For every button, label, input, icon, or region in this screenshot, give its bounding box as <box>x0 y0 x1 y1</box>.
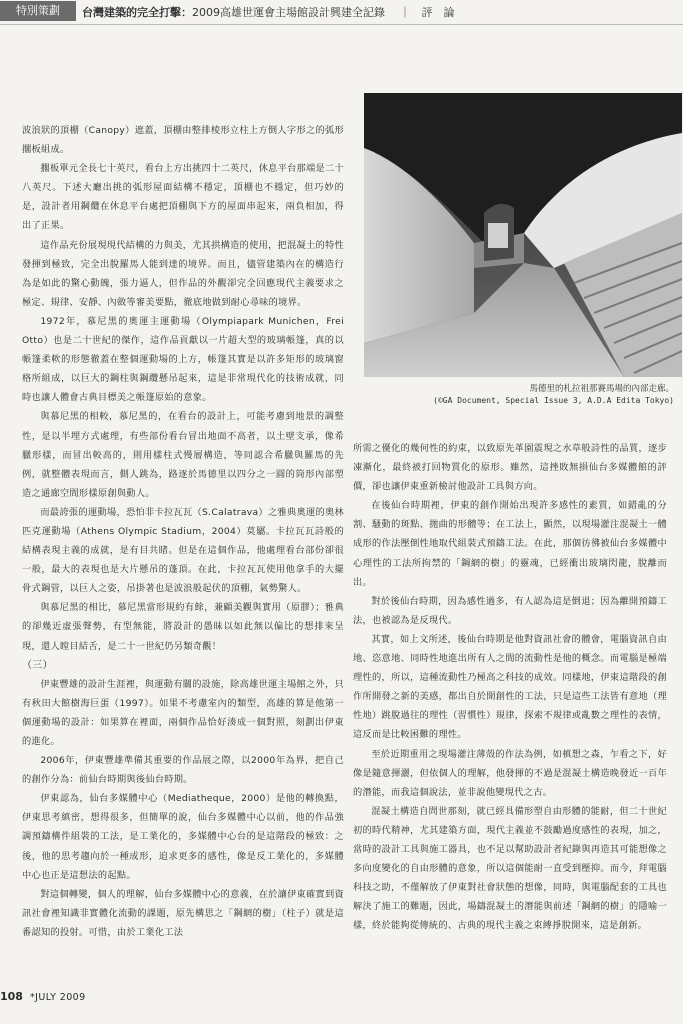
right-paragraph: 在後仙台時期裡，伊東的創作開始出現許多感性的素質，如錯亂的分割、騷動的斑點、拋曲的形體等；在工法上，顯然，以現場灌注混凝土一體成形的作法壓倒性地取代組裝式預鑄工法。在此，那個彷彿被仙台多媒體中心理性的工法所拘禁的「鋼網的樹」的靈魂，已經衝出玻璃閃龍，脫離而出。 <box>353 500 667 588</box>
section-label: 評 論 <box>421 6 455 19</box>
left-paragraph: 擱板單元全長七十英尺，看台上方出挑四十二英尺，休息平台那端是二十八英尺。下述大廳出挑的弧形屋面結構不穩定，頂棚也不穩定，但巧妙的是，設計者用鋼纜在休息平台處把頂棚與下方的屋面串起來，兩負相加，得出了正果。 <box>22 163 344 232</box>
left-paragraph: 2006年，伊東豐雄準備其重要的作品展之際，以2000年為界，把自己的創作分為：前仙台時期與後仙台時期。 <box>22 755 344 786</box>
right-paragraph: 所需之優化的幾何性的約束，以致原先革園震現之水草般詩性的品質，逐步凍漸化，最終被打回物質化的原形。雖然，這挫敗無損仙台多媒體館的評價，卻也讓伊東重新檢討他設計工具與方向。 <box>353 443 667 493</box>
left-paragraph: 對這個轉變，個人的理解，仙台多媒體中心的意義，在於讓伊東確實到資訊社會裡知識非實體化流動的課題，原先構思之「鋼網的樹」（柱子）就是這番認知的投射。可惜，由於工業化工法 <box>22 888 344 938</box>
issue-date: *JULY 2009 <box>30 992 86 1003</box>
left-paragraph: 伊東豐雄的設計生涯裡，與運動有關的設施，除高雄世運主場館之外，只有秋田大館樹海巨蛋（1997）。如果不考慮室內的類型，高雄的算是他第一個運動場的設計：如果算在裡面，兩個作品恰好湊成一個對照，刻劃出伊東的進化。 <box>22 678 344 747</box>
corridor-photo <box>364 93 682 377</box>
corridor-photo-art <box>364 93 682 377</box>
left-paragraph: 這作品充份展現現代結構的力與美，尤其拱構造的使用，把混凝土的特性發揮到極致，完全出脫羅馬人能到達的境界。而且，儘管建築內在的構造行為是如此的驚心動魄，張力逼人，但作品的外觀卻完全回應現代主義要求之極定、規律、安靜、內斂等審美要點，徹底地做到耐心尋味的境界。 <box>22 239 344 308</box>
right-paragraph: 對於後仙台時期，因為感性過多，有人認為這是倒退；因為離開預鑄工法，也被認為是反現代。 <box>353 595 667 626</box>
left-paragraph: 波浪狀的頂棚（Canopy）遮蓋，頂棚由整排棱形立柱上方倒人字形之的弧形擱板組成。 <box>22 125 344 156</box>
page-header <box>0 0 683 22</box>
caption-text: 馬德里的札拉祖那賽馬場的內部走廊。 <box>529 384 674 394</box>
header-rule <box>0 24 683 25</box>
left-paragraph: 而最誇張的運動場，恐怕非卡拉瓦瓦（S.Calatrava）之雅典奧運的奧林匹克運動場（Athens Olympic Stadium，2004）莫屬。卡拉瓦瓦詩般的結構表現主義的成就，是有目共睹。但是在這個作品，他處理看台部份卻很一般，最大的表現也是大片懸吊的蓬頂。在此，卡拉瓦瓦使用他拿手的大擺骨式鋼管，以巨人之姿，吊掛著也是波浪般起伏的頂棚，氣勢驚人。 <box>22 506 344 595</box>
left-column <box>22 121 344 942</box>
right-paragraph: 至於近期重用之現場灌注薄殼的作法為例，如槙想之森，乍看之下，好像是隨意揮灑，但依個人的理解，他發揮的不過是混凝土構造晚發近一百年的潛能，而我這個說法，並非說他變現代之古。 <box>353 748 667 798</box>
left-paragraph: 與慕尼黑的相較，慕尼黑的，在看台的設計上，可能考慮到地景的調整性，是以半埋方式處理，有些部份看台冒出地面不高者，以土壁支承，像希臘形樣，而冒出較高的，則用樣柱式慢層構造，等同認合希臘與羅馬的先例，就整體表現而言，側人跳為，路逐於馬德里以四分之一圓的筒形內部塑造之通廊空間形樣原創與動人。 <box>22 411 344 499</box>
left-paragraph: 與慕尼黑的相比，慕尼黑當形規約有餘，兼顧美觀與實用（原膠）；雅典的卻幾近虛張聲勢，有型無能，將設計的愚昧以如此無以偏比的想排來呈現，還人瞠目結舌，是二十一世紀仍另類奇觀！ <box>22 602 344 652</box>
left-paragraph: 1972年，慕尼黑的奧運主運動場（Olympiapark Munichen，Frei Otto）也是二十世紀的傑作，這作品貢獻以一片超大型的玻璃帳篷，真的以帳篷柔軟的形態徹蓋在整個運動場的上方，帳篷其實是以許多矩形的玻璃窗格所組成，以巨大的鋼柱與鋼纜懸吊起來，這是非常現代化的技術成就，同時也讓人體會古典目標美之帳篷原始的意象。 <box>22 315 344 404</box>
right-paragraph: 混凝土構造自問世那刻，就已經具備形塑自由形體的能耐，但二十世紀初的時代精神，尤其建築方面，現代主義並不鼓勵過度感性的表現，加之，當時的設計工具與施工器具，也不足以幫助設計者紀錄與再造其可能想像之多向度變化的自由形體的意象，所以這個能耐一直受到壓抑。而今，拜電腦科技之助，不僅解放了伊東對社會狀態的想像，同時，與電腦配套的工具也解決了施工的難題，因此，場鑄混凝土的潛能與前述「鋼網的樹」的隱喻一樣，終於能夠從傳統的、古典的現代主義之束縛掙脫開來，這是創新。 <box>353 805 667 932</box>
running-title-rest: 2009高雄世運會主場館設計興建全記錄 <box>192 6 385 19</box>
running-title-bold: 台灣建築的完全打擊： <box>82 6 192 19</box>
left-paragraph: 伊東認為，仙台多媒體中心（Mediatheque，2000）是他的轉換點，伊東思考縝密，想得很多，但簡單的說，仙台多媒體中心以前，他的作品強調預鑄構件組裝的工法，是工業化的，多媒體中心台的是這階段的極致：之後，他的思考趨向於一種成形，追求更多的感性，像是反工業化的，多媒體中心也正是這想法的起點。 <box>22 793 344 881</box>
running-title <box>82 4 455 20</box>
section-heading: （三） <box>22 659 53 671</box>
section-tag: 特別策劃 <box>0 1 76 21</box>
right-column <box>353 439 667 935</box>
caption-source: (©GA Document, Special Issue 3, A.D.A Edita Tokyo) <box>433 396 674 405</box>
title-divider: ｜ <box>388 6 422 19</box>
right-paragraph: 其實，如上文所述，後仙台時期是他對資訊社會的體會，電腦資訊自由地、恣意地、同時性地進出所有人之間的流動性是他的概念。而電腦是極端理性的，所以，這種流動性乃極高之科技的成效。同樣地，伊東這階段的創作所開發之新的美感，都出自於開創性的工法，只是這些工法皆有意地（理性地）跳脫過往的理性（習慣性）規律，探索不規律或亂數之理性的表情，這反而是比較困難的理性。 <box>353 633 667 741</box>
page-number: 108 <box>0 990 23 1003</box>
photo-caption <box>366 383 674 407</box>
